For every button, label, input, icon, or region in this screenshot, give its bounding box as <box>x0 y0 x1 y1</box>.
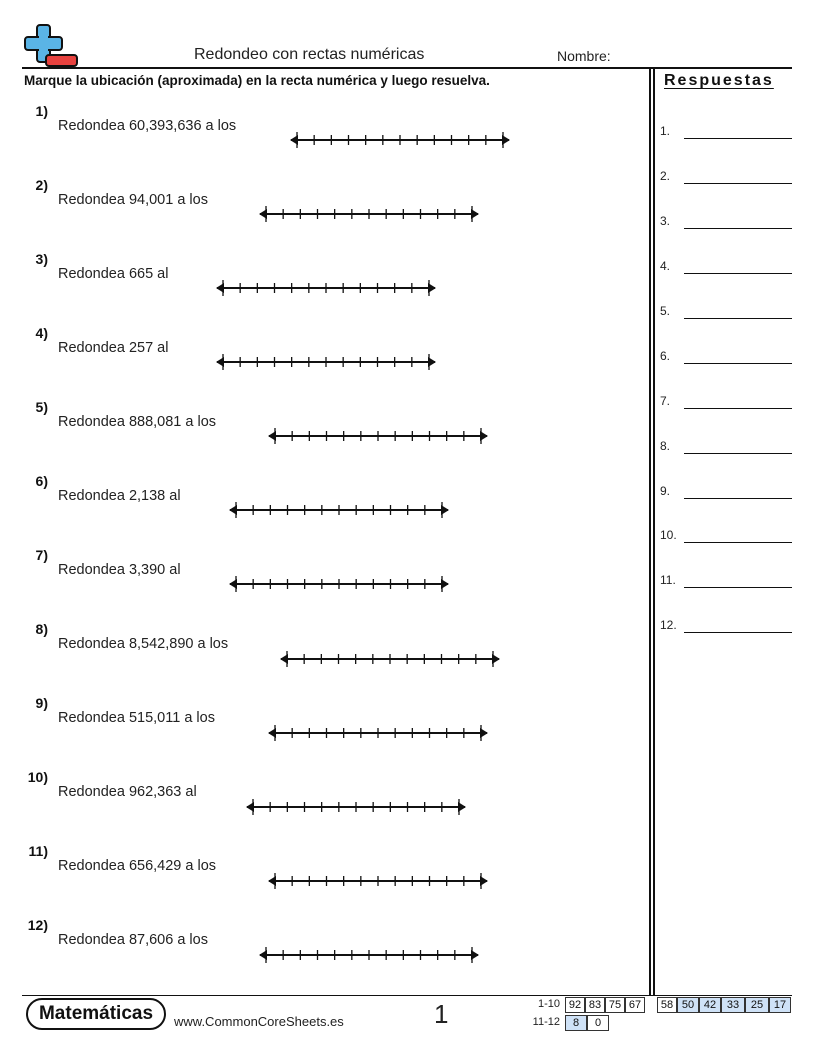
number-line[interactable] <box>214 278 438 298</box>
score-cell: 83 <box>585 997 605 1013</box>
problem-text: Redondea 8,542,890 a los <box>58 636 229 652</box>
answer-number: 11. <box>660 573 676 587</box>
number-line[interactable] <box>266 426 490 446</box>
answer-line[interactable] <box>684 453 792 454</box>
score-cell: 8 <box>565 1015 587 1031</box>
key-label: 11-12 <box>532 1016 560 1028</box>
answer-line[interactable] <box>684 318 792 319</box>
problem-text: Redondea 257 al <box>58 340 169 356</box>
answer-number: 4. <box>660 259 671 273</box>
answer-number: 2. <box>660 169 671 183</box>
answer-line[interactable] <box>684 273 792 274</box>
column-divider <box>649 67 651 995</box>
answer-line[interactable] <box>684 138 792 139</box>
problem-number: 9) <box>35 695 48 711</box>
header-divider <box>22 67 792 69</box>
column-divider <box>653 67 655 995</box>
number-line[interactable] <box>278 649 502 669</box>
problem-number: 2) <box>35 177 48 193</box>
number-line[interactable] <box>227 574 451 594</box>
number-line[interactable] <box>266 723 490 743</box>
problem-number: 6) <box>35 473 48 489</box>
answer-line[interactable] <box>684 632 792 633</box>
score-cell: 42 <box>699 997 721 1013</box>
answer-number: 10. <box>660 528 677 542</box>
answer-line[interactable] <box>684 542 792 543</box>
answer-number: 9. <box>660 484 671 498</box>
answer-number: 1. <box>660 124 671 138</box>
score-cell: 58 <box>657 997 677 1013</box>
problem-number: 7) <box>35 547 48 563</box>
number-line[interactable] <box>257 945 481 965</box>
score-cell: 92 <box>565 997 585 1013</box>
score-cell: 17 <box>769 997 791 1013</box>
problem-text: Redondea 888,081 a los <box>58 414 217 430</box>
answer-line[interactable] <box>684 408 792 409</box>
problem-number: 11) <box>28 843 48 859</box>
answer-number: 12. <box>660 618 677 632</box>
problem-text: Redondea 94,001 a los <box>58 192 208 208</box>
problem-text: Redondea 3,390 al <box>58 562 181 578</box>
number-line[interactable] <box>266 871 490 891</box>
problem-number: 3) <box>35 251 48 267</box>
score-cell: 25 <box>745 997 769 1013</box>
problem-text: Redondea 87,606 a los <box>58 932 208 948</box>
brand-badge: Matemáticas <box>26 998 166 1030</box>
answer-line[interactable] <box>684 183 792 184</box>
site-url[interactable]: www.CommonCoreSheets.es <box>174 1014 344 1029</box>
footer-divider <box>22 995 792 996</box>
problem-text: Redondea 665 al <box>58 266 169 282</box>
problem-text: Redondea 2,138 al <box>58 488 181 504</box>
answer-line[interactable] <box>684 228 792 229</box>
answer-line[interactable] <box>684 363 792 364</box>
answer-number: 6. <box>660 349 671 363</box>
number-line[interactable] <box>257 204 481 224</box>
problem-number: 10) <box>27 769 48 785</box>
score-cell: 75 <box>605 997 625 1013</box>
problem-text: Redondea 656,429 a los <box>58 858 217 874</box>
score-cell: 67 <box>625 997 645 1013</box>
problem-number: 12) <box>27 917 48 933</box>
answer-line[interactable] <box>684 498 792 499</box>
instructions: Marque la ubicación (aproximada) en la recta numérica y luego resuelva. <box>24 73 490 88</box>
problem-text: Redondea 60,393,636 a los <box>58 118 237 134</box>
key-label: 1-10 <box>537 998 560 1010</box>
score-cell: 0 <box>587 1015 609 1031</box>
page-number: 1 <box>434 999 449 1029</box>
page-title: Redondeo con rectas numéricas <box>194 46 425 63</box>
problem-number: 4) <box>35 325 48 341</box>
problem-number: 5) <box>35 399 48 415</box>
problem-number: 8) <box>35 621 48 637</box>
problem-text: Redondea 515,011 a los <box>58 710 215 726</box>
answers-title: Respuestas <box>664 72 774 89</box>
answer-number: 3. <box>660 214 671 228</box>
number-line[interactable] <box>288 130 512 150</box>
plus-minus-logo-icon <box>24 24 80 68</box>
number-line[interactable] <box>214 352 438 372</box>
answer-line[interactable] <box>684 587 792 588</box>
problem-number: 1) <box>35 103 48 119</box>
score-cell: 33 <box>721 997 745 1013</box>
answer-number: 8. <box>660 439 671 453</box>
answer-number: 7. <box>660 394 671 408</box>
score-cell: 50 <box>677 997 699 1013</box>
name-label: Nombre: <box>557 48 611 64</box>
answer-number: 5. <box>660 304 671 318</box>
number-line[interactable] <box>227 500 451 520</box>
problem-text: Redondea 962,363 al <box>58 784 197 800</box>
number-line[interactable] <box>244 797 468 817</box>
